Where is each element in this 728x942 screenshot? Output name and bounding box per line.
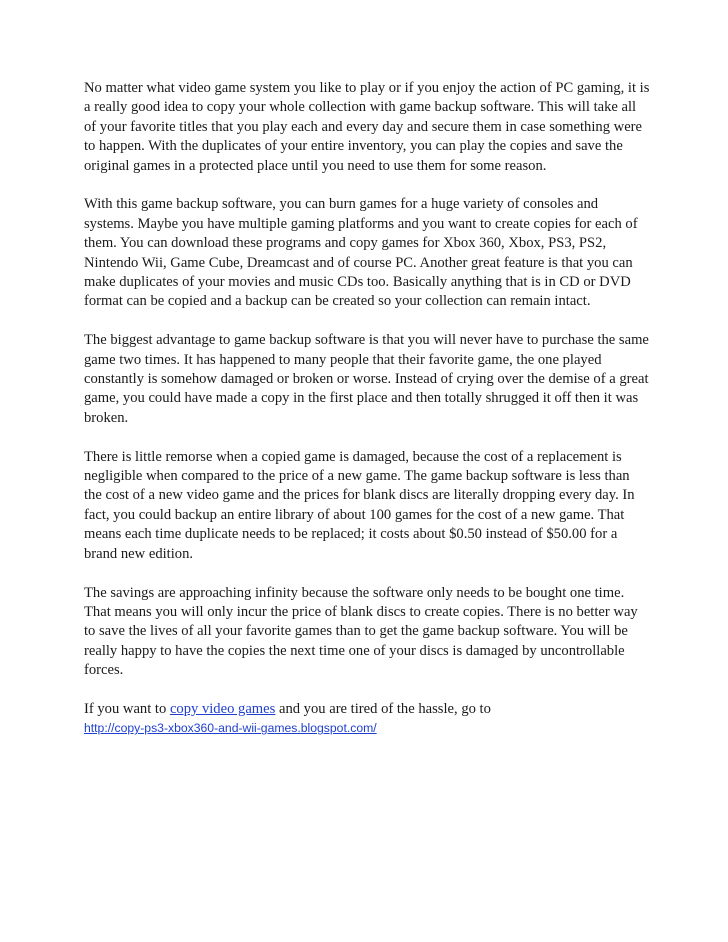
paragraph-2: With this game backup software, you can burn games for a huge variety of consoles and systems. Maybe you have multiple gaming platforms and you want to create copies for each of them. You can download these programs and copy games for Xbox 360, Xbox, PS3, PS2, Nintendo Wii, Game Cube, Dreamcast and of course PC. Another great feature is that you can make duplicates of your movies and music CDs too. Basically anything that is in CD or DVD format can be copied and a backup can be created so your collection can remain intact. (84, 196, 638, 310)
paragraph-4: There is little remorse when a copied game is damaged, because the cost of a replacement is negligible when compared to the price of a new game. The game backup software is less than the cost of a new video game and the prices for blank discs are literally dropping every day. In fact, you could backup an entire library of about 100 games for the cost of a new game. That means each time duplicate needs to be replaced; it costs about $0.50 instead of $50.00 for a brand new edition. (84, 448, 635, 562)
blog-url-link[interactable]: http://copy-ps3-xbox360-and-wii-games.blogspot.com/ (84, 721, 377, 736)
copy-video-games-link[interactable]: copy video games (169, 700, 276, 717)
paragraph-5: The savings are approaching infinity because the software only needs to be bought one time. That means you will only incur the price of blank discs to create copies. There is no better way to save the lives of all your favorite games than to get the game backup software. You will be really happy to have the copies the next time one of your discs is damaged by uncontrollable forces. (84, 584, 638, 679)
paragraph-3: The biggest advantage to game backup software is that you will never have to purchase the same game two times. It has happened to many people that their favorite game, the one played constantly is somehow damaged or broken or worse. Instead of crying over the demise of a great game, you could have made a copy in the first place and then totally shrugged it off then it was broken. (84, 332, 649, 426)
closing-prefix: If you want to (84, 700, 170, 717)
document-body (84, 79, 650, 739)
paragraph-1: No matter what video game system you like to play or if you enjoy the action of PC gaming, it is a really good idea to copy your whole collection with game backup software. This will take all of your favorite titles that you play each and every day and secure them in case something were to happen. With the duplicates of your entire inventory, you can play the copies and save the original games in a protected place until you need to use them for some reason. (84, 80, 650, 174)
closing-paragraph (84, 700, 650, 739)
closing-suffix: and you are tired of the hassle, go to (275, 700, 491, 717)
